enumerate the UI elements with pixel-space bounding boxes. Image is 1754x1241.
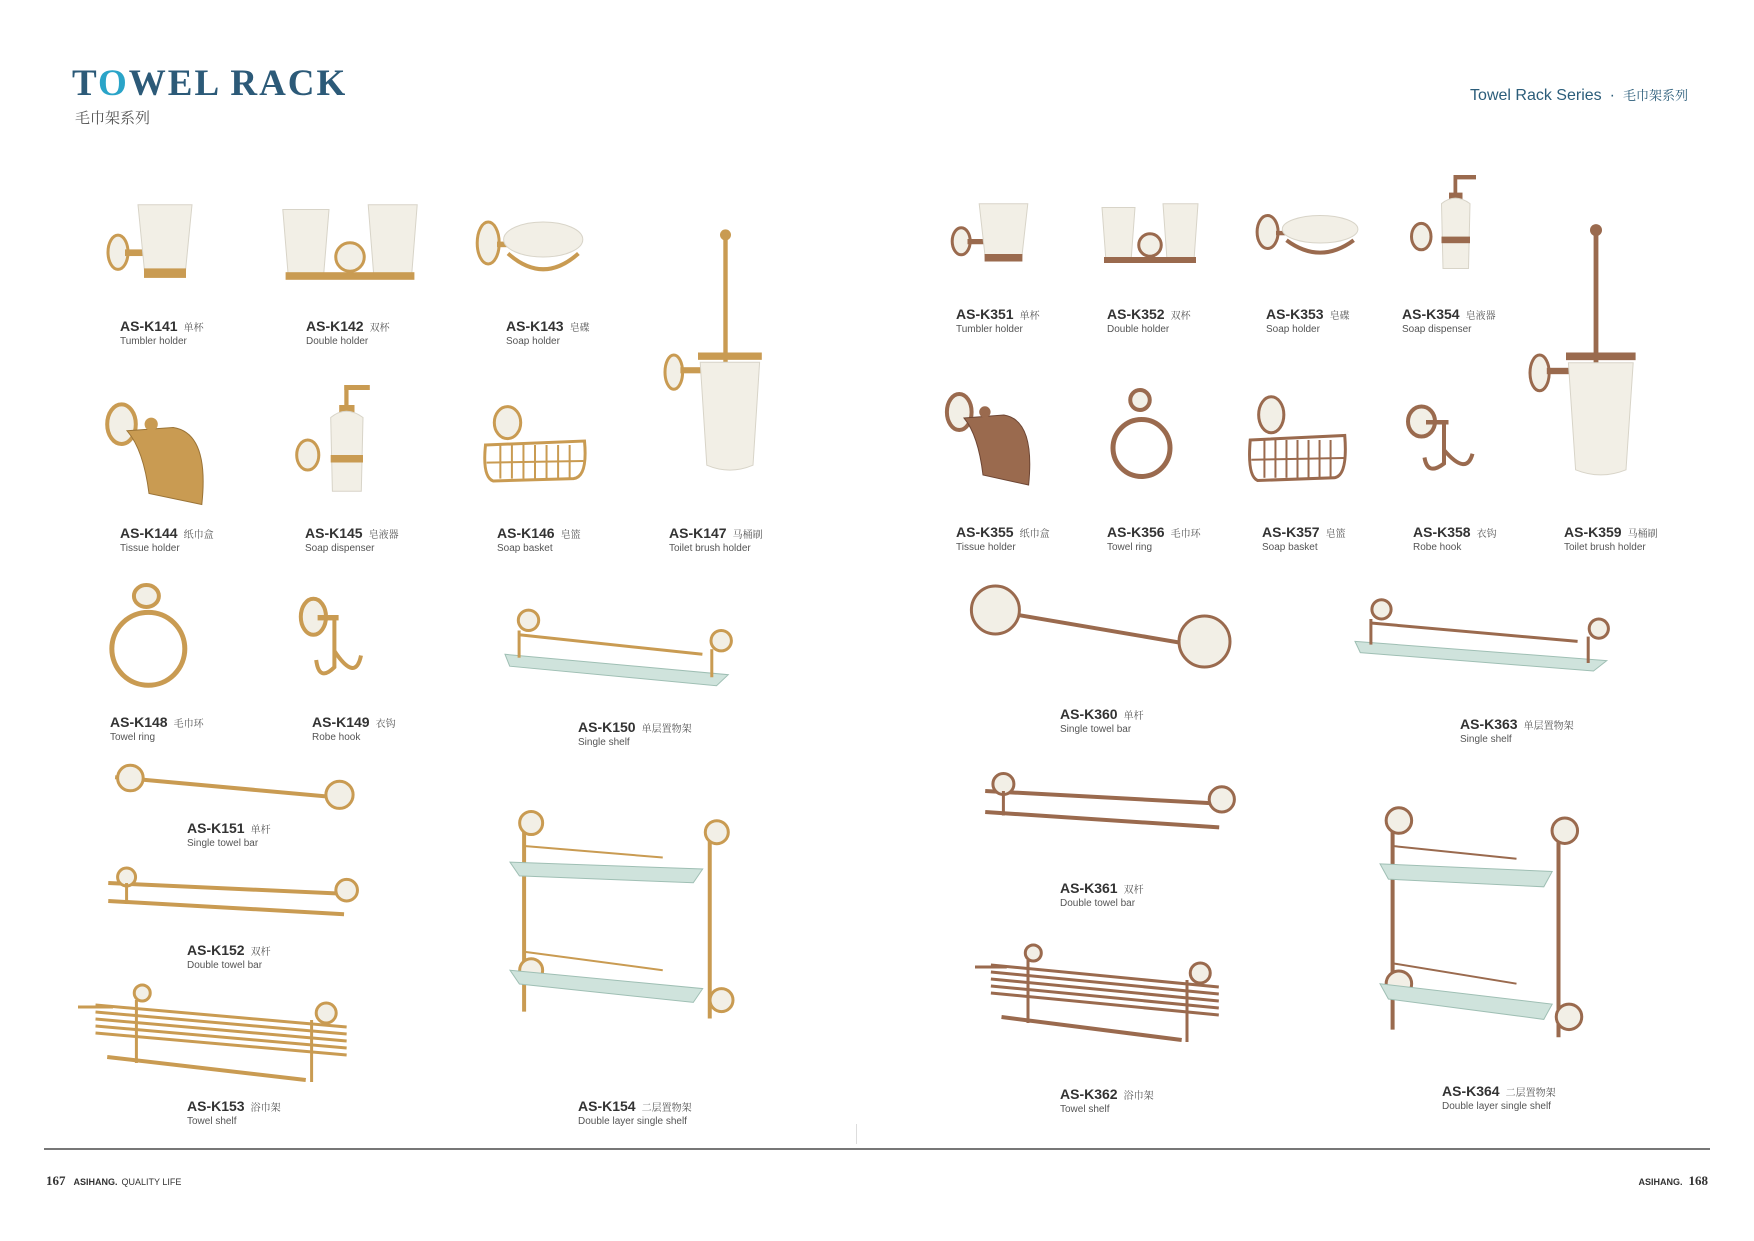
page-title-text: TOWEL RACK [72,63,348,104]
single-towel-bar-icon [110,770,365,810]
product-name-cn: 马桶刷 [732,530,763,541]
single-shelf-icon [1355,595,1620,675]
product-caption [187,1099,281,1127]
footer-rule [44,1148,1710,1150]
product-code: AS-K148 [110,714,168,730]
product-name-cn: 单层置物架 [1523,721,1574,732]
toilet-brush-icon [1530,225,1650,480]
product-image [665,230,775,475]
robe-hook-icon [1405,405,1480,480]
product-name-cn: 毛巾环 [1170,529,1201,540]
product-name-en: Double towel bar [1060,898,1136,909]
product-image [100,200,200,295]
product-caption [497,526,581,554]
towel-ring-icon [1110,390,1185,490]
product-caption [1060,707,1144,735]
product-code: AS-K147 [669,525,727,541]
towel-shelf-icon [78,985,370,1085]
single-shelf-icon [505,605,740,690]
product-code: AS-K355 [956,524,1014,540]
product-code: AS-K363 [1460,716,1518,732]
product-code: AS-K353 [1266,306,1324,322]
product-code: AS-K359 [1564,524,1622,540]
product-name-cn: 衣钩 [1476,529,1497,540]
product-name-cn: 衣钩 [375,719,396,730]
product-name-cn: 双杯 [369,323,390,334]
product-caption [120,526,214,554]
product-code: AS-K354 [1402,306,1460,322]
product-image [945,390,1040,490]
footer-tagline: QUALITY LIFE [121,1177,182,1187]
product-code: AS-K151 [187,820,245,836]
product-name-cn: 双杆 [1123,885,1144,896]
product-name-en: Double holder [306,336,369,347]
product-name-en: Tissue holder [120,543,180,554]
towel-shelf-icon [975,945,1240,1045]
product-name-cn: 纸巾盒 [183,530,214,541]
product-caption [1442,1084,1556,1112]
product-caption [1262,525,1346,553]
product-name-en: Towel shelf [187,1116,237,1127]
product-caption [305,526,399,554]
page-number-right: 168 [1688,1173,1708,1188]
product-image [1355,595,1620,675]
product-caption [669,526,763,554]
product-image [1530,225,1650,480]
product-name-cn: 单层置物架 [641,724,692,735]
product-image [975,595,1230,670]
product-code: AS-K356 [1107,524,1165,540]
product-name-cn: 皂液器 [368,530,399,541]
product-image [1410,175,1485,285]
toilet-brush-icon [665,230,775,475]
product-name-cn: 纸巾盒 [1019,529,1050,540]
product-name-en: Soap basket [1262,542,1318,553]
product-name-en: Tumbler holder [956,324,1023,335]
soap-dispenser-icon [295,385,380,510]
product-image [1380,795,1590,1050]
series-separator: · [1609,87,1615,104]
product-image [945,200,1035,275]
product-name-en: Soap holder [1266,324,1320,335]
product-code: AS-K152 [187,942,245,958]
product-name-en: Robe hook [1413,542,1462,553]
product-image [103,865,365,925]
product-code: AS-K352 [1107,306,1165,322]
product-image [1100,200,1200,275]
product-code: AS-K141 [120,318,178,334]
product-image [295,385,380,510]
product-image [1255,210,1360,265]
page-subtitle: 毛巾架系列 [75,110,151,127]
product-name-en: Soap basket [497,543,553,554]
product-code: AS-K357 [1262,524,1320,540]
product-caption [1060,881,1144,909]
product-caption [1413,525,1497,553]
product-caption [1107,307,1191,335]
soap-basket-icon [480,405,590,485]
towel-ring-icon [108,585,204,695]
product-name-en: Toilet brush holder [1564,542,1646,553]
product-code: AS-K143 [506,318,564,334]
product-name-en: Tumbler holder [120,336,187,347]
product-caption [506,319,590,347]
product-image [1245,395,1350,485]
tumbler-holder-icon [100,200,200,295]
product-code: AS-K153 [187,1098,245,1114]
product-caption [110,715,204,743]
product-name-cn: 二层置物架 [1505,1088,1556,1099]
product-caption [306,319,390,347]
product-caption [1266,307,1350,335]
footer-left [46,1172,181,1190]
product-code: AS-K351 [956,306,1014,322]
product-name-cn: 单杆 [1123,711,1144,722]
product-caption [187,821,271,849]
product-caption [956,525,1050,553]
series-label [1470,85,1688,105]
footer-brand-left: ASIHANG. [73,1177,118,1187]
product-image [105,400,215,510]
product-image [78,985,370,1085]
footer-right [1638,1172,1708,1190]
product-name-cn: 单杆 [250,825,271,836]
product-image [505,605,740,690]
product-name-en: Single shelf [1460,734,1512,745]
double-shelf-icon [1380,795,1590,1050]
tumbler-holder-icon [945,200,1035,275]
tissue-holder-icon [945,390,1040,490]
product-caption [1564,525,1658,553]
product-caption [956,307,1040,335]
product-name-cn: 皂液器 [1465,311,1496,322]
product-code: AS-K361 [1060,880,1118,896]
product-code: AS-K149 [312,714,370,730]
page-number-left: 167 [46,1173,66,1188]
product-name-en: Single towel bar [187,838,259,849]
product-name-en: Towel ring [1107,542,1153,553]
product-code: AS-K358 [1413,524,1471,540]
product-code: AS-K146 [497,525,555,541]
robe-hook-icon [298,597,368,687]
product-caption [1107,525,1201,553]
product-name-en: Towel shelf [1060,1104,1110,1115]
product-name-cn: 单杯 [183,323,204,334]
product-name-cn: 皂碟 [1329,311,1350,322]
product-name-en: Single shelf [578,737,630,748]
double-holder-icon [280,200,420,295]
series-label-en: Towel Rack Series [1470,87,1602,104]
series-label-cn: 毛巾架系列 [1622,88,1688,103]
product-code: AS-K150 [578,719,636,735]
product-name-en: Towel ring [110,732,156,743]
product-name-cn: 皂篮 [560,530,581,541]
product-image [475,215,585,285]
double-towel-bar-icon [980,770,1240,840]
product-name-cn: 皂篮 [1325,529,1346,540]
product-caption [1460,717,1574,745]
product-caption [120,319,204,347]
product-name-en: Double layer single shelf [1442,1101,1551,1112]
product-name-cn: 浴巾架 [250,1103,281,1114]
double-holder-icon [1100,200,1200,275]
product-caption [312,715,396,743]
product-caption [578,1099,692,1127]
product-caption [1402,307,1496,335]
product-image [108,585,204,695]
product-name-en: Soap dispenser [1402,324,1472,335]
product-name-cn: 浴巾架 [1123,1091,1154,1102]
product-image [1110,390,1185,490]
product-caption [187,943,271,971]
product-name-cn: 双杆 [250,947,271,958]
soap-basket-icon [1245,395,1350,485]
product-code: AS-K144 [120,525,178,541]
product-code: AS-K142 [306,318,364,334]
product-name-cn: 毛巾环 [173,719,204,730]
product-image [975,945,1240,1045]
product-caption [578,720,692,748]
soap-holder-icon [1255,210,1360,265]
double-towel-bar-icon [103,865,365,925]
product-name-cn: 单杯 [1019,311,1040,322]
product-name-cn: 二层置物架 [641,1103,692,1114]
product-code: AS-K154 [578,1098,636,1114]
product-code: AS-K145 [305,525,363,541]
product-name-en: Double holder [1107,324,1170,335]
product-name-en: Robe hook [312,732,361,743]
product-code: AS-K364 [1442,1083,1500,1099]
product-name-cn: 马桶刷 [1627,529,1658,540]
single-towel-bar-icon [975,595,1230,670]
product-name-en: Toilet brush holder [669,543,751,554]
product-image [110,770,365,810]
product-name-en: Tissue holder [956,542,1016,553]
soap-dispenser-icon [1410,175,1485,285]
product-name-en: Soap holder [506,336,560,347]
footer-brand-right: ASIHANG. [1638,1177,1683,1187]
double-shelf-icon [510,800,745,1030]
product-caption [1060,1087,1154,1115]
product-image [480,405,590,485]
product-image [1405,405,1480,480]
product-name-en: Soap dispenser [305,543,375,554]
product-image [980,770,1240,840]
product-name-en: Double layer single shelf [578,1116,687,1127]
product-code: AS-K360 [1060,706,1118,722]
soap-holder-icon [475,215,585,285]
product-name-cn: 皂碟 [569,323,590,334]
product-name-cn: 双杯 [1170,311,1191,322]
tissue-holder-icon [105,400,215,510]
product-image [298,597,368,687]
product-code: AS-K362 [1060,1086,1118,1102]
product-name-en: Double towel bar [187,960,263,971]
page-gutter [856,1124,857,1144]
product-image [280,200,420,295]
page-title [72,62,347,105]
product-name-en: Single towel bar [1060,724,1132,735]
product-image [510,800,745,1030]
